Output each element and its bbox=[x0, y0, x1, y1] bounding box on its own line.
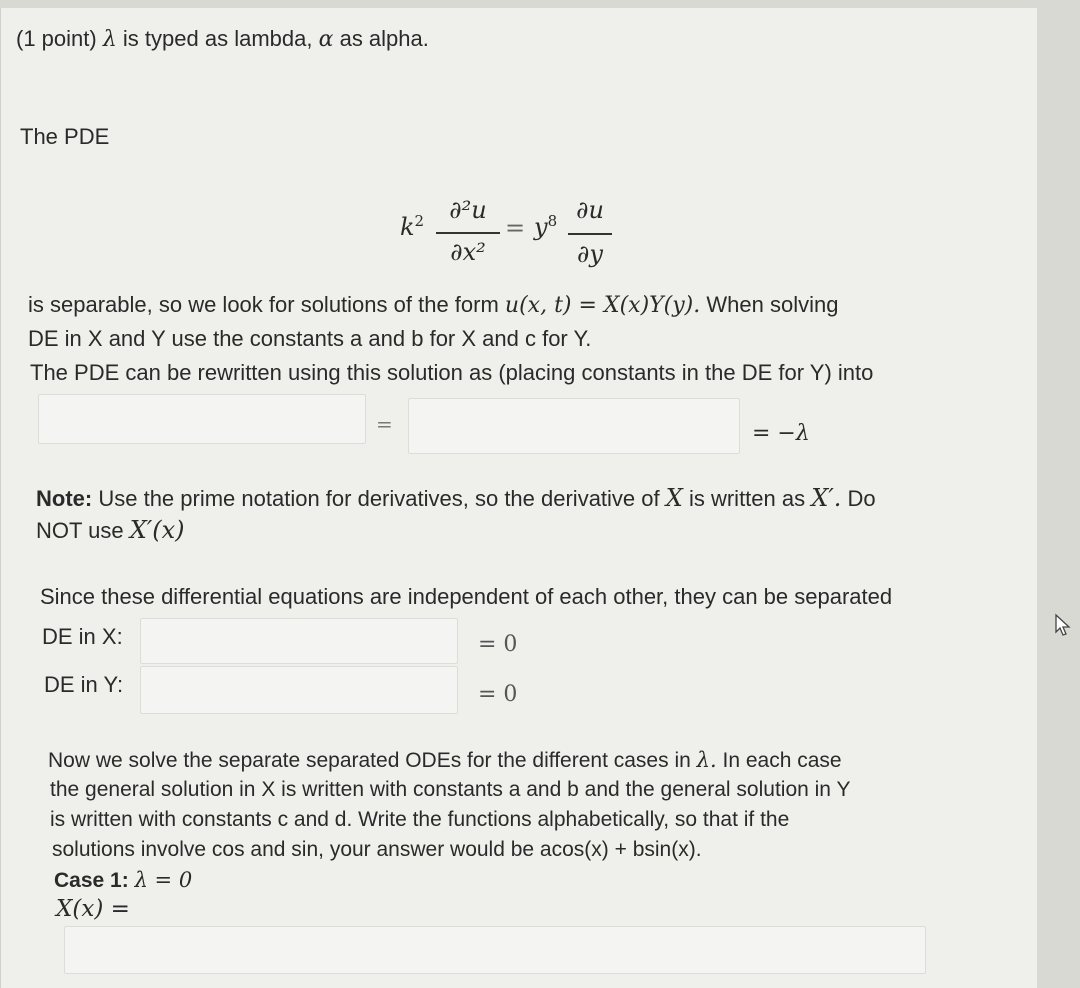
de-x-input[interactable] bbox=[140, 618, 458, 664]
problem-header: (1 point) λ is typed as lambda, α as alpha. bbox=[16, 26, 429, 52]
solve-line-2: the general solution in X is written with constants a and b and the general solution in Y bbox=[50, 778, 851, 801]
left-numerator: ∂²u bbox=[449, 196, 487, 224]
case-1-heading: Case 1: λ = 0 bbox=[54, 868, 193, 892]
rewrite-tail: = −λ bbox=[752, 421, 810, 446]
solve-line-1: Now we solve the separate separated ODEs for the different cases in λ. In each case bbox=[48, 748, 842, 772]
de-y-label: DE in Y: bbox=[44, 672, 124, 697]
solve-line-3: is written with constants c and d. Write the functions alphabetically, so that if the bbox=[50, 808, 790, 831]
de-y-input[interactable] bbox=[140, 666, 458, 714]
de-y-tail: = 0 bbox=[478, 682, 518, 707]
rewrite-equals: = bbox=[376, 412, 393, 436]
de-x-tail: = 0 bbox=[478, 632, 518, 657]
right-numerator: ∂u bbox=[576, 196, 604, 224]
x-solution-label: X(x) = bbox=[56, 896, 130, 922]
note-line-1: Note: Use the prime notation for derivatives, so the derivative of X is written as X′. Do bbox=[36, 484, 876, 512]
pde-label: The PDE bbox=[20, 124, 110, 149]
right-denominator: ∂y bbox=[577, 240, 603, 268]
separable-line-2: DE in X and Y use the constants a and b for X and c for Y. bbox=[28, 326, 592, 351]
de-x-label: DE in X: bbox=[42, 624, 123, 649]
rewrite-right-input[interactable] bbox=[408, 398, 740, 454]
separable-line-1: is separable, so we look for solutions of the form u(x, t) = X(x)Y(y). When solving bbox=[28, 292, 839, 318]
rewrite-left-input[interactable] bbox=[38, 394, 366, 444]
separable-line-3: The PDE can be rewritten using this solution as (placing constants in the DE for Y) into bbox=[30, 360, 874, 385]
x-solution-input[interactable] bbox=[64, 926, 926, 974]
mouse-pointer-icon bbox=[1050, 612, 1076, 638]
left-denominator: ∂x² bbox=[450, 238, 486, 266]
solve-line-4: solutions involve cos and sin, your answer would be acos(x) + bsin(x). bbox=[52, 838, 702, 861]
separate-intro: Since these differential equations are independent of each other, they can be separated bbox=[40, 584, 893, 609]
note-line-2: NOT use X′(x) bbox=[36, 516, 185, 544]
